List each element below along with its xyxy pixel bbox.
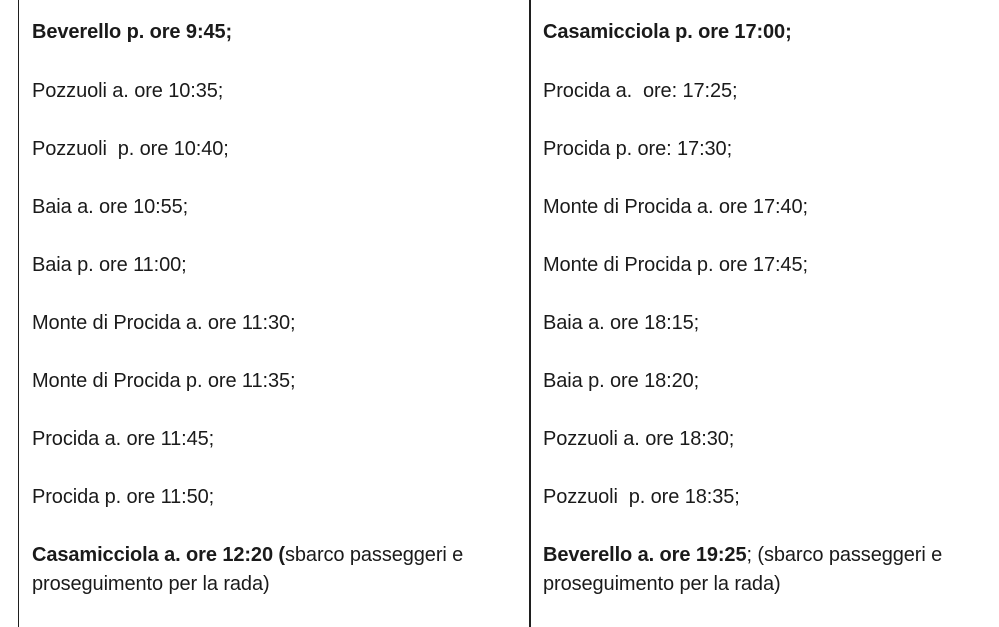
stop-row: Beverello p. ore 9:45;	[32, 21, 233, 43]
stop-row: Baia a. ore 10:55;	[32, 196, 189, 218]
stop-row: Monte di Procida p. ore 17:45;	[543, 254, 808, 276]
final-stop-row: Casamicciola a. ore 12:20 (sbarco passeggeri e proseguimento per la rada)	[32, 544, 464, 595]
stop-row: Procida a. ore: 17:25;	[543, 80, 738, 102]
stop-row: Monte di Procida a. ore 11:30;	[32, 312, 296, 334]
stop-row: Pozzuoli p. ore 18:35;	[543, 486, 740, 508]
stop-row: Procida p. ore: 17:30;	[543, 138, 733, 160]
stop-row: Casamicciola p. ore 17:00;	[543, 21, 792, 43]
stop-row: Baia a. ore 18:15;	[543, 312, 700, 334]
stop-row: Pozzuoli a. ore 18:30;	[543, 428, 735, 450]
stop-row: Procida p. ore 11:50;	[32, 486, 215, 508]
final-stop-row: Beverello a. ore 19:25; (sbarco passeggeri e proseguimento per la rada)	[543, 544, 943, 595]
stop-row: Pozzuoli p. ore 10:40;	[32, 138, 229, 160]
stop-row: Pozzuoli a. ore 10:35;	[32, 80, 224, 102]
stop-row: Monte di Procida p. ore 11:35;	[32, 370, 296, 392]
stop-row: Baia p. ore 18:20;	[543, 370, 700, 392]
stop-row: Monte di Procida a. ore 17:40;	[543, 196, 808, 218]
column-divider	[529, 0, 531, 627]
stop-row: Baia p. ore 11:00;	[32, 254, 187, 276]
stop-row: Procida a. ore 11:45;	[32, 428, 215, 450]
